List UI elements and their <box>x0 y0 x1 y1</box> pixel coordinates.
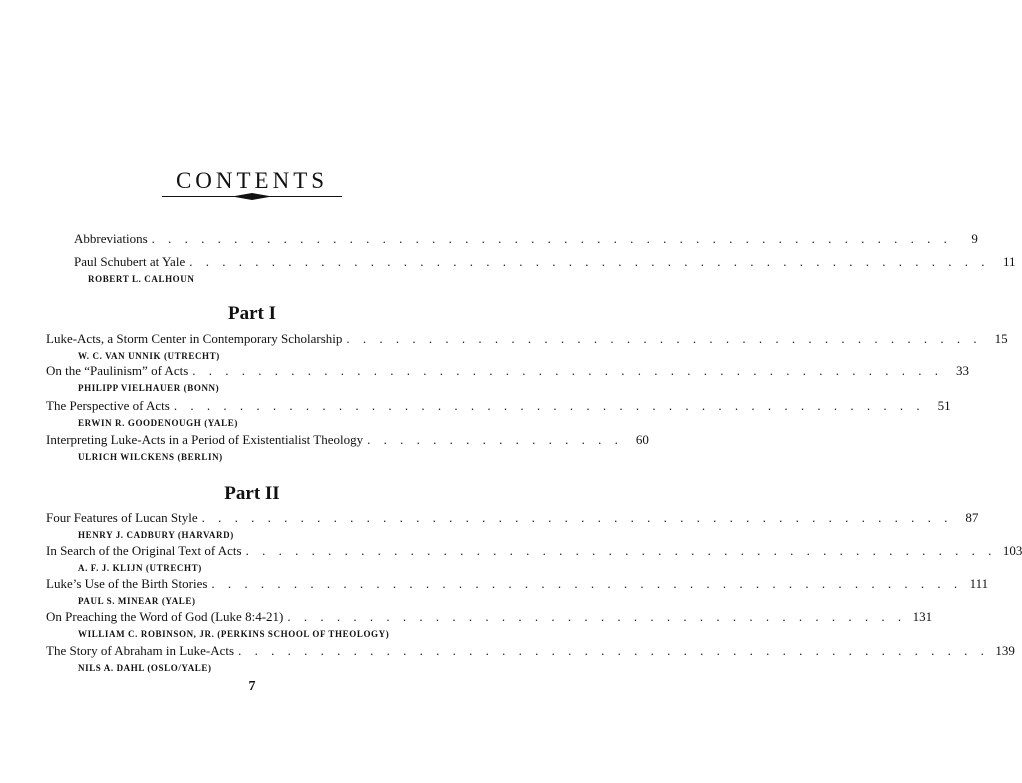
leader-dots: . . . . . . . . . . . . . . . . . . . . . . . . . . . . . . . . . . . . . . . . . . . . . . . . . <box>189 254 990 269</box>
entry-author: PAUL S. MINEAR (YALE) <box>78 596 196 606</box>
toc-entry <box>46 398 951 431</box>
leader-dots: . . . . . . . . . . . . . . . . . . . . . . . . . . . . . . . . . . . . . . . . . . . . . . <box>238 643 989 658</box>
part-heading: Part I <box>227 303 276 324</box>
toc-entry <box>46 331 1008 364</box>
toc-entry-schubert <box>74 254 1016 287</box>
leader-dots: . . . . . . . . . . . . . . . . . . . . . . . . . . . . . . . . . . . . . . . . . . . . . . <box>211 576 963 591</box>
toc-entry <box>46 510 979 543</box>
leader-dots: . . . . . . . . . . . . . . . . . . . . . . . . . . . . . . . . . . . . . . . <box>346 331 982 346</box>
toc-entry <box>46 543 1022 576</box>
leader-dots: . . . . . . . . . . . . . . . . . . . . . . . . . . . . . . . . . . . . . . . . . . . . . . . . . <box>151 231 952 246</box>
ornament-diamond-icon <box>232 193 272 200</box>
entry-page: 87 <box>965 510 979 525</box>
leader-dots: . . . . . . . . . . . . . . . . . . . . . . . . . . . . . . . . . . . . . . . . . . . . . . <box>192 363 944 378</box>
entry-author: ERWIN R. GOODENOUGH (YALE) <box>78 418 238 428</box>
entry-page: 139 <box>995 643 1015 658</box>
toc-entry <box>46 609 933 642</box>
entry-title: The Story of Abraham in Luke-Acts <box>46 643 235 658</box>
leader-dots: . . . . . . . . . . . . . . . . . . . . . . . . . . . . . . . . . . . . . . . . . . . . . . <box>245 543 997 558</box>
leader-dots: . . . . . . . . . . . . . . . . . . . . . . . . . . . . . . . . . . . . . . . . . . . . . . <box>173 398 925 413</box>
contents-heading: CONTENTS <box>175 168 329 193</box>
entry-author: PHILIPP VIELHAUER (BONN) <box>78 383 220 393</box>
leader-dots: . . . . . . . . . . . . . . . . . . . . . . . . . . . . . . . . . . . . . . . . . . . . . . <box>201 510 953 525</box>
toc-entry <box>46 643 1015 676</box>
entry-title: In Search of the Original Text of Acts <box>46 543 242 558</box>
entry-author: NILS A. DAHL (OSLO/YALE) <box>78 663 212 673</box>
entry-page: 9 <box>971 231 978 246</box>
entry-page: 131 <box>912 609 933 624</box>
page-number: 7 <box>248 679 256 694</box>
entry-page: 11 <box>1002 254 1016 269</box>
entry-title: Paul Schubert at Yale <box>74 254 186 269</box>
toc-entry <box>46 432 649 465</box>
entry-title: Abbreviations <box>74 231 148 246</box>
entry-page: 15 <box>994 331 1008 346</box>
leader-dots: . . . . . . . . . . . . . . . . . . . . . . . . . . . . . . . . . . . . . . <box>287 609 907 624</box>
entry-page: 103 <box>1002 543 1022 558</box>
entry-author: ROBERT L. CALHOUN <box>88 274 195 284</box>
entry-author: WILLIAM C. ROBINSON, JR. (PERKINS SCHOOL OF THEOLOGY) <box>78 629 390 639</box>
entry-page: 51 <box>937 398 951 413</box>
entry-author: W. C. VAN UNNIK (UTRECHT) <box>78 351 220 361</box>
leader-dots: . . . . . . . . . . . . . . . . <box>367 432 623 447</box>
entry-author: A. F. J. KLIJN (UTRECHT) <box>78 563 202 573</box>
entry-title: Interpreting Luke-Acts in a Period of Existentialist Theology <box>46 432 364 447</box>
entry-title: Luke-Acts, a Storm Center in Contemporary Scholarship <box>46 331 343 346</box>
toc-entry <box>46 576 989 609</box>
entry-title: Luke’s Use of the Birth Stories <box>46 576 208 591</box>
toc-entry-abbreviations <box>74 231 978 247</box>
entry-author: HENRY J. CADBURY (HARVARD) <box>78 530 234 540</box>
entry-title: The Perspective of Acts <box>46 398 170 413</box>
part-heading: Part II <box>224 483 280 504</box>
entry-page: 60 <box>635 432 649 447</box>
entry-title: Four Features of Lucan Style <box>46 510 198 525</box>
entry-title: On the “Paulinism” of Acts <box>46 363 189 378</box>
entry-page: 111 <box>969 576 989 591</box>
entry-author: ULRICH WILCKENS (BERLIN) <box>78 452 223 462</box>
entry-page: 33 <box>956 363 970 378</box>
toc-entry <box>46 363 970 396</box>
entry-title: On Preaching the Word of God (Luke 8:4-21) <box>46 609 284 624</box>
